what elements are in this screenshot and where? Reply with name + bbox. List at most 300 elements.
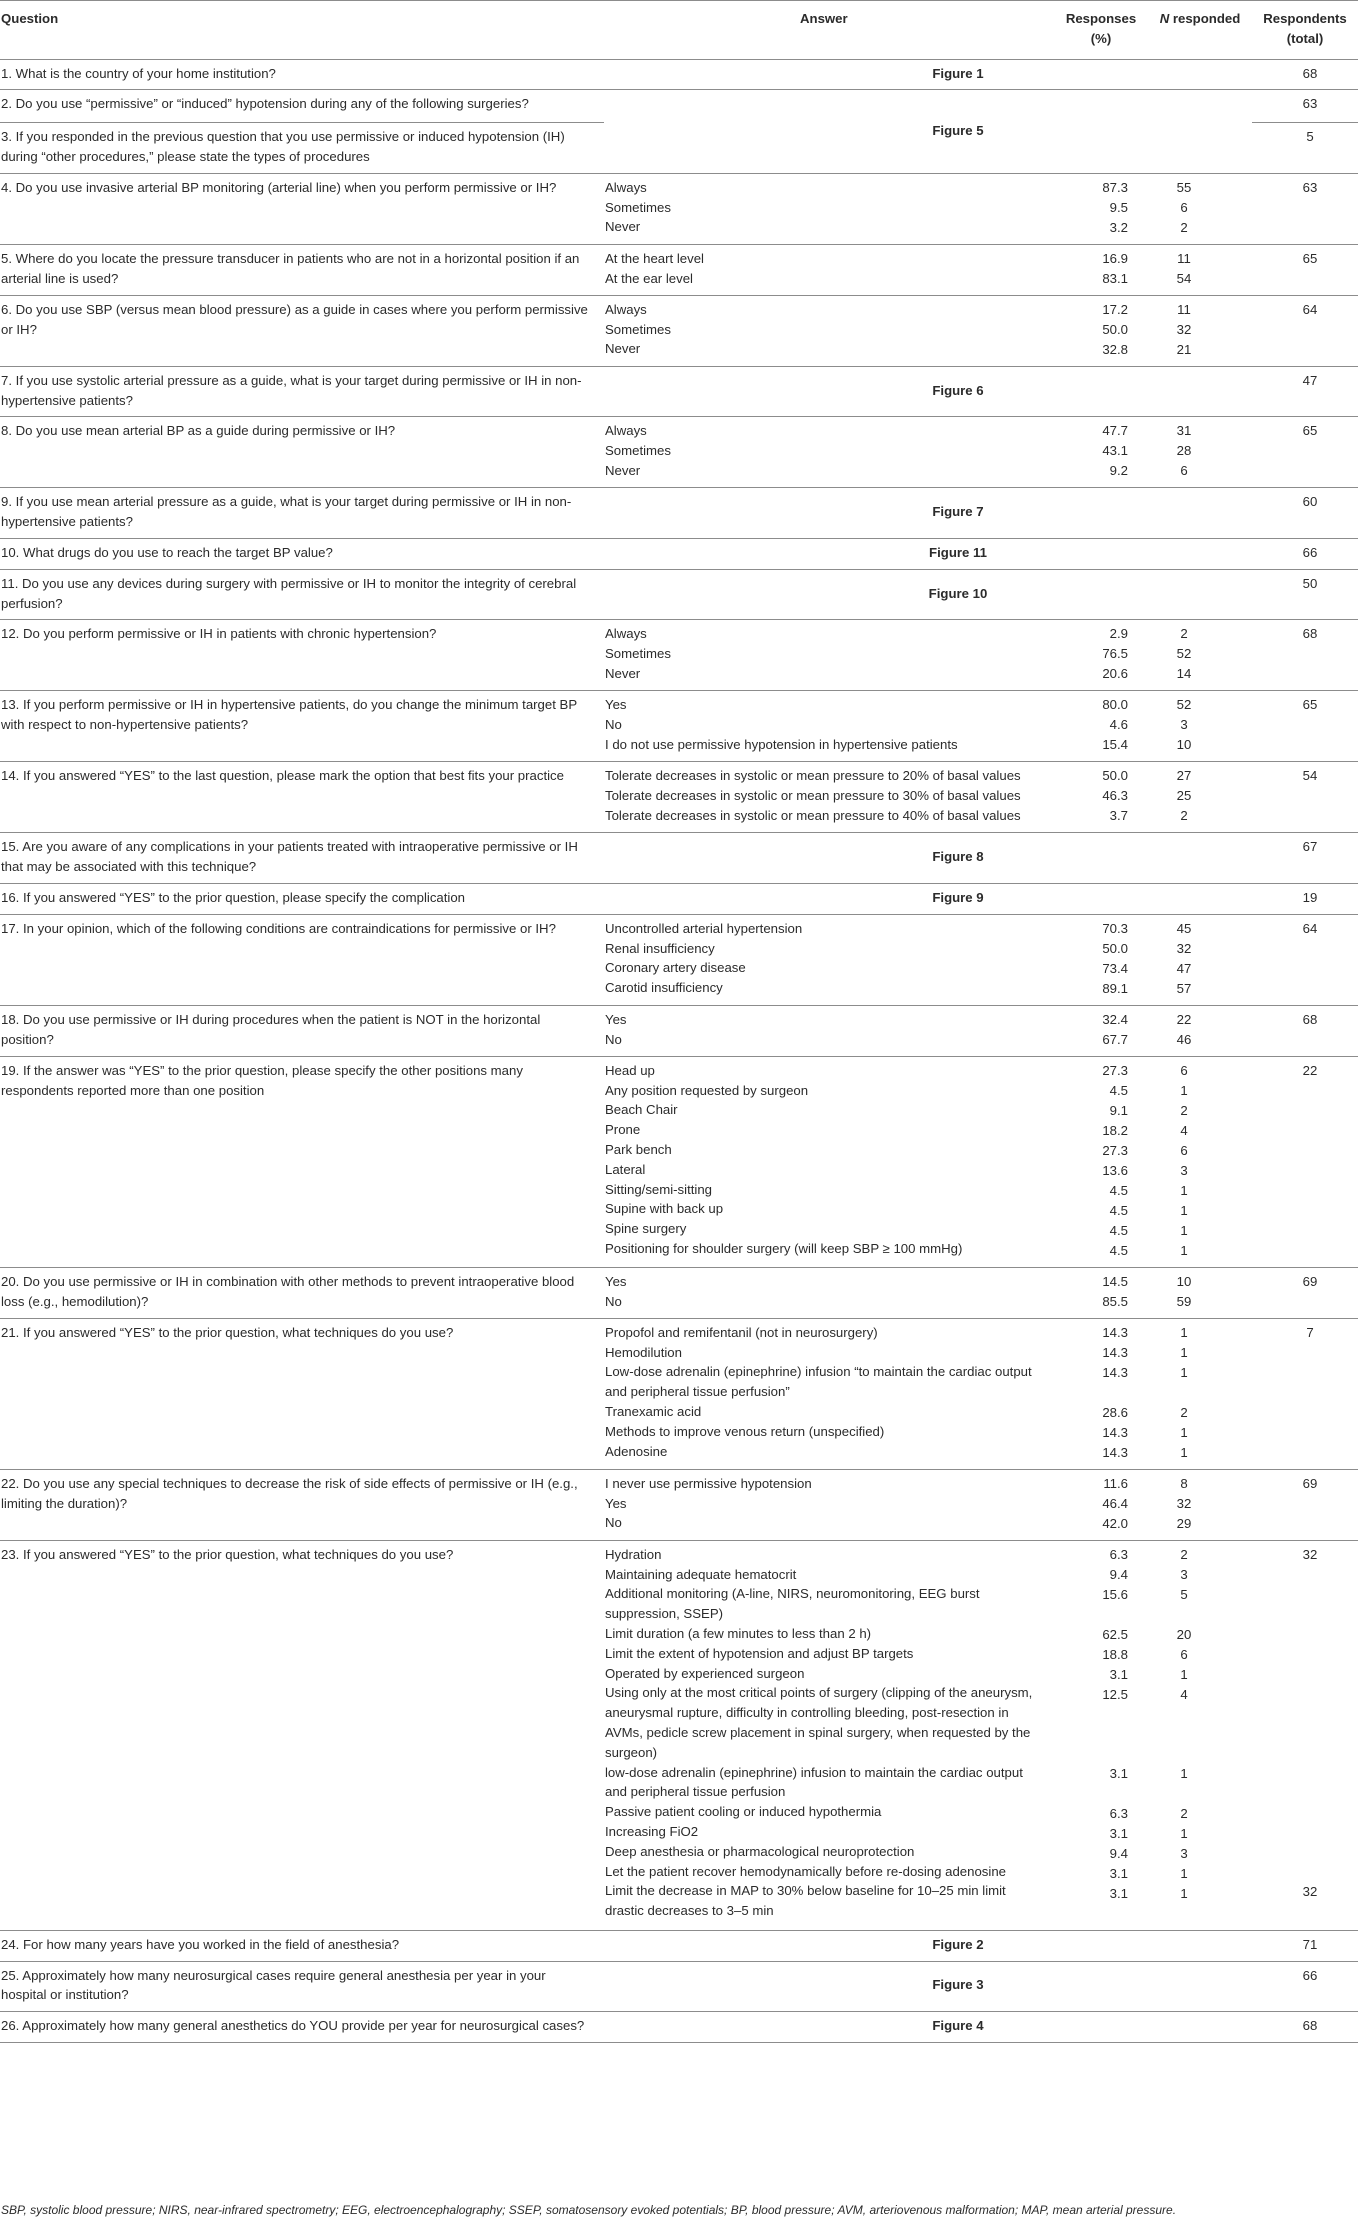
respondents-total-cell [1252,1540,1358,1930]
response-percent: 18.8 [1102,1646,1128,1662]
respondents-total: 69 [1302,1475,1318,1491]
answer-option: Operated by experienced surgeon [605,1665,805,1681]
response-percent: 4.5 [1109,1222,1128,1238]
response-count: 22 [1176,1011,1192,1027]
question-text: 16. If you answered “YES” to the prior question, please specify the complication [0,883,604,914]
response-count: 1 [1180,1324,1188,1340]
respondents-total: 5 [1252,123,1358,174]
figure-reference: Figure 5 [604,90,1252,173]
answer-option: Lateral [605,1161,646,1177]
response-count: 46 [1176,1031,1192,1047]
response-percent: 15.4 [1102,737,1128,753]
response-count: 2 [1180,1546,1188,1562]
response-count: 1 [1180,1242,1188,1258]
respondents-total: 71 [1252,1930,1358,1961]
respondents-total: 66 [1252,538,1358,569]
responses-percent-list [1054,762,1148,833]
respondents-total: 67 [1252,833,1358,884]
response-percent: 27.3 [1102,1142,1128,1158]
response-percent: 2.9 [1109,626,1128,642]
respondents-total-cell [1252,1469,1358,1540]
responses-percent-list [1054,1005,1148,1056]
answer-option: Head up [605,1062,655,1078]
response-count: 25 [1176,788,1192,804]
answer-option: Hemodilution [605,1344,682,1360]
response-percent: 14.3 [1102,1324,1128,1340]
response-count: 3 [1180,1845,1188,1861]
response-percent: 4.5 [1109,1202,1128,1218]
answer-option: Prone [605,1122,641,1138]
response-count: 2 [1180,1805,1188,1821]
respondents-total-cell [1252,244,1358,295]
col-header-question: Question [0,1,604,60]
response-count: 1 [1180,1885,1188,1901]
answer-option: Additional monitoring (A-line, NIRS, neuromonitoring, EEG burst suppression, SSEP) [605,1586,980,1622]
table-row [0,366,1358,417]
responses-percent-list [1054,1540,1148,1930]
answer-option: Always [605,423,647,439]
response-count: 54 [1176,270,1192,286]
responses-percent-list [1054,1056,1148,1267]
respondents-total-cell [1252,417,1358,488]
response-percent: 27.3 [1102,1062,1128,1078]
respondents-total-cell [1252,620,1358,691]
responses-percent-list [1054,1469,1148,1540]
n-responded-list [1148,417,1252,488]
table-row [0,1056,1358,1267]
responses-percent-list [1054,417,1148,488]
answer-option: Passive patient cooling or induced hypothermia [605,1804,882,1820]
response-count: 4 [1180,1122,1188,1138]
response-percent: 9.1 [1109,1102,1128,1118]
answer-option: Beach Chair [605,1102,678,1118]
table-row [0,1267,1358,1318]
answer-option: Park bench [605,1141,672,1157]
responses-percent-list [1054,914,1148,1005]
response-percent: 3.2 [1109,219,1128,235]
respondents-total-cell [1252,173,1358,244]
response-count: 1 [1180,1765,1188,1781]
respondents-total: 50 [1252,569,1358,620]
answer-list [604,295,1054,366]
answer-list [604,1267,1054,1318]
answer-option: At the heart level [605,250,704,266]
n-responded-list [1148,1056,1252,1267]
response-percent: 14.3 [1102,1444,1128,1460]
response-count: 6 [1180,463,1188,479]
answer-option: Using only at the most critical points of surgery (clipping of the aneurysm, aneurysmal rupture, difficulty in controlling bleeding, post-resection in AVMs, pedicle screw placement in spinal surgery, when requested by the surgeon) [605,1685,1033,1760]
response-percent: 18.2 [1102,1122,1128,1138]
answer-option: At the ear level [605,270,693,286]
response-percent: 46.4 [1102,1495,1128,1511]
respondents-total: 60 [1252,488,1358,539]
table-row [0,59,1358,90]
response-count: 11 [1177,250,1191,266]
response-count: 31 [1176,423,1192,439]
respondents-total-cell [1252,1056,1358,1267]
answer-option: Propofol and remifentanil (not in neurosurgery) [605,1324,878,1340]
answer-list [604,620,1054,691]
response-percent: 4.5 [1109,1182,1128,1198]
question-text: 24. For how many years have you worked in the field of anesthesia? [0,1930,604,1961]
question-text: 14. If you answered “YES” to the last question, please mark the option that best fits your practice [0,762,604,833]
answer-list [604,1469,1054,1540]
answer-option: Let the patient recover hemodynamically before re-dosing adenosine [605,1863,1006,1879]
response-percent: 3.1 [1109,1765,1128,1781]
response-percent: 83.1 [1102,270,1128,286]
responses-percent-list [1054,295,1148,366]
response-count: 1 [1180,1424,1188,1440]
answer-option: Limit the extent of hypotension and adjust BP targets [605,1645,914,1661]
response-percent: 9.2 [1109,463,1128,479]
response-percent: 42.0 [1102,1515,1128,1531]
answer-option: Increasing FiO2 [605,1823,699,1839]
respondents-total: 63 [1252,90,1358,123]
question-text: 3. If you responded in the previous question that you use permissive or induced hypotension (IH) during “other procedures,” please state the types of procedures [0,123,604,174]
answer-option: Maintaining adequate hematocrit [605,1566,797,1582]
response-count: 1 [1180,1865,1188,1881]
response-percent: 11.6 [1103,1475,1128,1491]
col-header-responses: Responses (%) [1054,1,1148,60]
question-text: 8. Do you use mean arterial BP as a guide during permissive or IH? [0,417,604,488]
response-count: 47 [1176,960,1192,976]
response-count: 8 [1180,1475,1188,1491]
respondents-total: 47 [1252,366,1358,417]
answer-option: I never use permissive hypotension [605,1475,812,1491]
answer-option: Never [605,462,641,478]
question-text: 19. If the answer was “YES” to the prior question, please specify the other positions many respondents reported more than one position [0,1056,604,1267]
respondents-total-cell [1252,1005,1358,1056]
figure-reference: Figure 3 [604,1961,1252,2012]
response-percent: 32.8 [1102,341,1128,357]
answer-option: Tolerate decreases in systolic or mean pressure to 30% of basal values [605,788,1021,804]
question-text: 2. Do you use “permissive” or “induced” hypotension during any of the following surgeries? [0,90,604,123]
table-row [0,1005,1358,1056]
table-row [0,417,1358,488]
answer-option: Uncontrolled arterial hypertension [605,920,803,936]
response-percent: 4.6 [1109,717,1128,733]
n-responded-list [1148,620,1252,691]
response-count: 2 [1180,1404,1188,1420]
answer-option: No [605,1031,622,1047]
table-row [0,691,1358,762]
response-percent: 50.0 [1102,321,1128,337]
n-responded-list [1148,762,1252,833]
response-percent: 89.1 [1102,980,1128,996]
answer-option: Limit the decrease in MAP to 30% below baseline for 10–25 min limit drastic decreases to 3–5 min [605,1883,1006,1919]
figure-reference: Figure 4 [604,2012,1252,2043]
response-percent: 17.2 [1102,301,1128,317]
answer-option: I do not use permissive hypotension in hypertensive patients [605,736,958,752]
table-row [0,1469,1358,1540]
answer-list [604,173,1054,244]
answer-option: Never [605,665,641,681]
respondents-total: 65 [1302,250,1318,266]
respondents-total: 7 [1306,1324,1314,1340]
respondents-total: 54 [1302,768,1318,784]
question-text: 26. Approximately how many general anesthetics do YOU provide per year for neurosurgical cases? [0,2012,604,2043]
response-percent: 3.1 [1109,1666,1128,1682]
answer-option: Never [605,219,641,235]
answer-option: Adenosine [605,1443,668,1459]
answer-option: Tranexamic acid [605,1403,702,1419]
answer-list [604,417,1054,488]
response-percent: 76.5 [1102,646,1128,662]
table-row [0,620,1358,691]
response-percent: 16.9 [1102,250,1128,266]
responses-percent-list [1054,620,1148,691]
response-percent: 15.6 [1102,1586,1128,1602]
response-count: 57 [1176,980,1192,996]
n-responded-list [1148,691,1252,762]
response-count: 10 [1176,737,1192,753]
answer-option: Tolerate decreases in systolic or mean pressure to 40% of basal values [605,807,1021,823]
answer-option: Carotid insufficiency [605,980,723,996]
figure-reference: Figure 8 [604,833,1252,884]
answer-option: Always [605,626,647,642]
response-count: 3 [1180,717,1188,733]
question-text: 21. If you answered “YES” to the prior question, what techniques do you use? [0,1318,604,1469]
response-percent: 50.0 [1102,768,1128,784]
table-row [0,538,1358,569]
respondents-total-cell [1252,1318,1358,1469]
figure-reference: Figure 1 [604,59,1252,90]
answer-option: Sitting/semi-sitting [605,1181,713,1197]
figure-reference: Figure 7 [604,488,1252,539]
answer-option: Never [605,341,641,357]
question-text: 7. If you use systolic arterial pressure as a guide, what is your target during permissive or IH in non-hypertensive patients? [0,366,604,417]
answer-list [604,244,1054,295]
response-count: 1 [1180,1666,1188,1682]
question-text: 13. If you perform permissive or IH in hypertensive patients, do you change the minimum target BP with respect to non-hypertensive patients? [0,691,604,762]
answer-option: No [605,717,622,733]
response-percent: 43.1 [1102,443,1128,459]
table-footnote: SBP, systolic blood pressure; NIRS, near-infrared spectrometry; EEG, electroencephalography; SSEP, somatosensory evoked potentials; BP, blood pressure; AVM, arteriovenous malformation; MAP, mean arterial pressure. [1,2203,1177,2217]
response-count: 1 [1180,1202,1188,1218]
response-count: 6 [1180,1142,1188,1158]
response-count: 2 [1180,626,1188,642]
col-header-n-responded: N responded [1148,1,1252,60]
response-count: 20 [1176,1626,1192,1642]
answer-option: Supine with back up [605,1201,724,1217]
answer-option: Deep anesthesia or pharmacological neuroprotection [605,1843,915,1859]
answer-option: Tolerate decreases in systolic or mean pressure to 20% of basal values [605,768,1021,784]
answer-option: Always [605,179,647,195]
table-row [0,914,1358,1005]
n-responded-list [1148,1469,1252,1540]
respondents-total: 68 [1302,1011,1318,1027]
response-count: 1 [1180,1825,1188,1841]
response-count: 11 [1177,301,1191,317]
answer-list [604,1056,1054,1267]
question-text: 20. Do you use permissive or IH in combination with other methods to prevent intraoperative blood loss (e.g., hemodilution)? [0,1267,604,1318]
respondents-total: 63 [1302,179,1318,195]
question-text: 1. What is the country of your home institution? [0,59,604,90]
answer-option: Low-dose adrenalin (epinephrine) infusion “to maintain the cardiac output and peripheral tissue perfusion” [605,1364,1032,1400]
answer-option: Sometimes [605,321,671,337]
answer-option: Sometimes [605,646,671,662]
answer-option: Yes [605,1495,627,1511]
table-row [0,1930,1358,1961]
response-percent: 9.4 [1109,1566,1128,1582]
answer-option: Any position requested by surgeon [605,1082,809,1098]
response-count: 1 [1180,1182,1188,1198]
response-count: 4 [1180,1686,1188,1702]
question-text: 9. If you use mean arterial pressure as a guide, what is your target during permissive or IH in non-hypertensive patients? [0,488,604,539]
respondents-total: 68 [1252,59,1358,90]
n-responded-list [1148,173,1252,244]
respondents-total: 69 [1302,1273,1318,1289]
response-count: 29 [1176,1515,1192,1531]
response-percent: 62.5 [1102,1626,1128,1642]
answer-option: Methods to improve venous return (unspecified) [605,1423,885,1439]
figure-reference: Figure 6 [604,366,1252,417]
response-count: 1 [1180,1444,1188,1460]
question-text: 10. What drugs do you use to reach the target BP value? [0,538,604,569]
response-count: 28 [1176,443,1192,459]
response-count: 1 [1180,1222,1188,1238]
respondents-total: 19 [1252,883,1358,914]
answer-list [604,1540,1054,1930]
response-percent: 14.3 [1102,1364,1128,1380]
respondents-total: 65 [1302,697,1318,713]
respondents-total-cell [1252,762,1358,833]
response-percent: 4.5 [1109,1242,1128,1258]
table-row [0,2012,1358,2043]
response-percent: 46.3 [1102,788,1128,804]
figure-reference: Figure 2 [604,1930,1252,1961]
question-text: 15. Are you aware of any complications in your patients treated with intraoperative permissive or IH that may be associated with this technique? [0,833,604,884]
n-responded-list [1148,914,1252,1005]
n-responded-list [1148,1005,1252,1056]
response-percent: 13.6 [1102,1162,1128,1178]
response-percent: 47.7 [1102,423,1128,439]
response-percent: 4.5 [1109,1082,1128,1098]
response-count: 3 [1180,1566,1188,1582]
question-text: 18. Do you use permissive or IH during procedures when the patient is NOT in the horizontal position? [0,1005,604,1056]
answer-option: Coronary artery disease [605,960,746,976]
answer-option: Yes [605,697,627,713]
figure-reference: Figure 10 [604,569,1252,620]
response-count: 6 [1180,1646,1188,1662]
question-text: 25. Approximately how many neurosurgical cases require general anesthesia per year in your hospital or institution? [0,1961,604,2012]
answer-option: Sometimes [605,199,671,215]
respondents-total-cell [1252,691,1358,762]
answer-list [604,1005,1054,1056]
response-count: 32 [1176,940,1192,956]
response-percent: 70.3 [1102,920,1128,936]
response-percent: 14.3 [1102,1424,1128,1440]
table-row [0,295,1358,366]
n-responded-list [1148,244,1252,295]
question-text: 5. Where do you locate the pressure transducer in patients who are not in a horizontal position if an arterial line is used? [0,244,604,295]
answer-option: Yes [605,1273,627,1289]
response-percent: 87.3 [1102,179,1128,195]
header-row [0,1,1358,60]
response-percent: 3.7 [1109,808,1128,824]
response-percent: 50.0 [1102,940,1128,956]
response-count: 21 [1176,341,1192,357]
respondents-total-cell [1252,914,1358,1005]
table-row [0,762,1358,833]
response-percent: 6.3 [1109,1805,1128,1821]
table-row [0,173,1358,244]
question-text: 11. Do you use any devices during surgery with permissive or IH to monitor the integrity of cerebral perfusion? [0,569,604,620]
respondents-total: 66 [1252,1961,1358,2012]
response-percent: 3.1 [1109,1825,1128,1841]
answer-option: Yes [605,1011,627,1027]
response-count: 32 [1176,1495,1192,1511]
response-count: 6 [1180,1062,1188,1078]
table-row [0,244,1358,295]
response-count: 3 [1180,1162,1188,1178]
n-responded-list [1148,1267,1252,1318]
respondents-total: 65 [1302,423,1318,439]
response-count: 52 [1176,646,1192,662]
responses-percent-list [1054,244,1148,295]
response-percent: 14.5 [1102,1273,1128,1289]
response-percent: 6.3 [1109,1546,1128,1562]
response-count: 5 [1180,1586,1188,1602]
answer-option: Renal insufficiency [605,940,715,956]
question-text: 12. Do you perform permissive or IH in patients with chronic hypertension? [0,620,604,691]
respondents-total: 64 [1302,301,1318,317]
response-percent: 12.5 [1102,1686,1128,1702]
response-count: 55 [1176,179,1192,195]
response-count: 2 [1180,219,1188,235]
response-count: 1 [1180,1364,1188,1380]
response-count: 14 [1176,666,1192,682]
answer-option: Always [605,301,647,317]
question-text: 6. Do you use SBP (versus mean blood pressure) as a guide in cases where you perform permissive or IH? [0,295,604,366]
table-row [0,569,1358,620]
response-percent: 3.1 [1109,1885,1128,1901]
response-percent: 85.5 [1102,1293,1128,1309]
response-count: 27 [1176,768,1192,784]
response-count: 2 [1180,1102,1188,1118]
response-percent: 3.1 [1109,1865,1128,1881]
respondents-total: 68 [1252,2012,1358,2043]
response-percent: 9.5 [1109,199,1128,215]
answer-list [604,1318,1054,1469]
col-header-respondents: Respondents (total) [1252,1,1358,60]
responses-percent-list [1054,173,1148,244]
table-row [0,883,1358,914]
response-percent: 28.6 [1102,1404,1128,1420]
answer-option: No [605,1515,622,1531]
response-percent: 32.4 [1102,1011,1128,1027]
response-count: 6 [1180,199,1188,215]
table-row [0,833,1358,884]
respondents-total-cell [1252,1267,1358,1318]
n-responded-list [1148,1540,1252,1930]
respondents-total-cell [1252,295,1358,366]
response-percent: 14.3 [1102,1344,1128,1360]
response-count: 59 [1176,1293,1192,1309]
table-row [0,90,1358,123]
response-percent: 73.4 [1102,960,1128,976]
response-percent: 67.7 [1102,1031,1128,1047]
response-count: 32 [1176,321,1192,337]
answer-option: No [605,1293,622,1309]
responses-percent-list [1054,1318,1148,1469]
question-text: 17. In your opinion, which of the following conditions are contraindications for permissive or IH? [0,914,604,1005]
answer-option: low-dose adrenalin (epinephrine) infusion to maintain the cardiac output and peripheral tissue perfusion [605,1764,1023,1800]
response-percent: 80.0 [1102,697,1128,713]
answer-option: Sometimes [605,443,671,459]
response-percent: 20.6 [1102,666,1128,682]
table-row [0,1540,1358,1930]
